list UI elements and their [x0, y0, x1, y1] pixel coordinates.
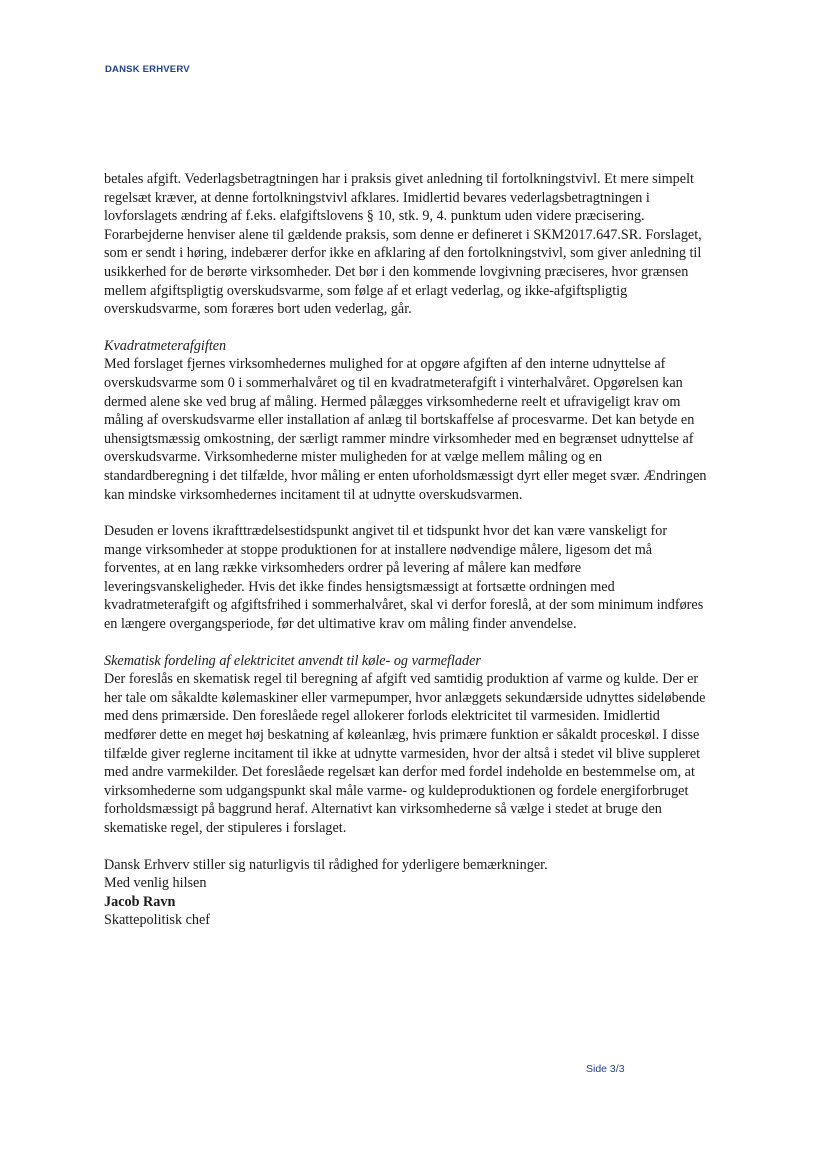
- paragraph: betales afgift. Vederlagsbetragtningen har i praksis givet anledning til fortolkningstvivl. Et mere simpelt regelsæt kræver, at denne fortolkningstvivl afklares. Imidlertid bevares vederlagsbetragtningen i lovforslagets ændring af f.eks. elafgiftslovens § 10, stk. 9, 4. punktum uden videre præcisering. Forarbejderne henviser alene til gældende praksis, som denne er defineret i SKM2017.647.SR. Forslaget, som er sendt i høring, indebærer derfor ikke en afklaring af den fortolkningstvivl, som giver anledning til usikkerhed for de berørte virksomheder. Det bør i den kommende lovgivning præciseres, hvor grænsen mellem afgiftspligtig overskudsvarme, som følge af et erlagt vederlag, og ikke-afgiftspligtig overskudsvarme, som foræres bort uden vederlag, går.: [104, 171, 702, 318]
- section-heading: Kvadratmeterafgiften: [104, 337, 227, 354]
- company-logo: DANSK ERHVERV: [105, 64, 190, 75]
- paragraph: Der foreslås en skematisk regel til beregning af afgift ved samtidig produktion af varme og kulde. Der er her tale om såkaldte kølemaskiner eller varmepumper, hvor anlæggets sekundærside udnyttes sideløbende med dens primærside. Den foreslåede regel allokerer forlods elektricitet til varmesiden. Imidlertid medfører dette en meget høj beskatning af køleanlæg, hvis primære funktion er såkaldt proceskøl. I disse tilfælde giver reglerne incitament til ikke at udnytte varmesiden, hvor der altså i stedet vil blive suppleret med andre varmekilder. Det foreslåede regelsæt kan derfor med fordel indeholde en bestemmelse om, at virksomhederne som udgangspunkt skal måle varme- og kuldeproduktionen og fordele energiforbruget forholdsmæssigt på baggrund heraf. Alternativt kan virksomhederne så vælge i stedet at bruge den skematiske regel, der stipuleres i forslaget.: [104, 671, 706, 836]
- paragraph: Med forslaget fjernes virksomhedernes mulighed for at opgøre afgiften af den interne udnyttelse af overskudsvarme som 0 i sommerhalvåret og til en kvadratmeterafgift i vinterhalvåret. Opgørelsen kan dermed alene ske ved brug af måling. Hermed pålægges virksomhederne reelt et ufravigeligt krav om måling af overskudsvarme eller installation af anlæg til bortskaffelse af procesvarme. Det kan betyde en uhensigtsmæssig omkostning, der særligt rammer mindre virksomheder med en begrænset udnyttelse af overskudsvarme. Virksomhederne mister muligheden for at vælge mellem måling og en standardberegning i det tilfælde, hvor måling er enten uforholdsmæssigt dyrt eller meget svær. Ændringen kan mindske virksomhedernes incitament til at udnytte overskudsvarmen.: [104, 356, 707, 503]
- signatory-name: Jacob Ravn: [104, 893, 176, 910]
- paragraph: Desuden er lovens ikrafttrædelsestidspunkt angivet til et tidspunkt hvor det kan være vanskeligt for mange virksomheder at stoppe produktionen for at installere nødvendige målere, ligesom det må forventes, at en lang række virksomheders ordrer på levering af målere kan medføre leveringsvanskeligheder. Hvis det ikke findes hensigtsmæssigt at fortsætte ordningen med kvadratmeterafgift og afgiftsfrihed i sommerhalvåret, skal vi derfor foreslå, at der som minimum indføres en længere overgangsperiode, før det ultimative krav om måling finder anvendelse.: [104, 523, 704, 633]
- signatory-title: Skattepolitisk chef: [104, 912, 210, 929]
- paragraph: Dansk Erhverv stiller sig naturligvis til rådighed for yderligere bemærkninger.: [104, 856, 548, 873]
- section-heading: Skematisk fordeling af elektricitet anvendt til køle- og varmeflader: [104, 652, 481, 669]
- closing-greeting: Med venlig hilsen: [104, 875, 207, 892]
- letter-body: [104, 170, 708, 930]
- page-number: Side 3/3: [586, 1063, 625, 1075]
